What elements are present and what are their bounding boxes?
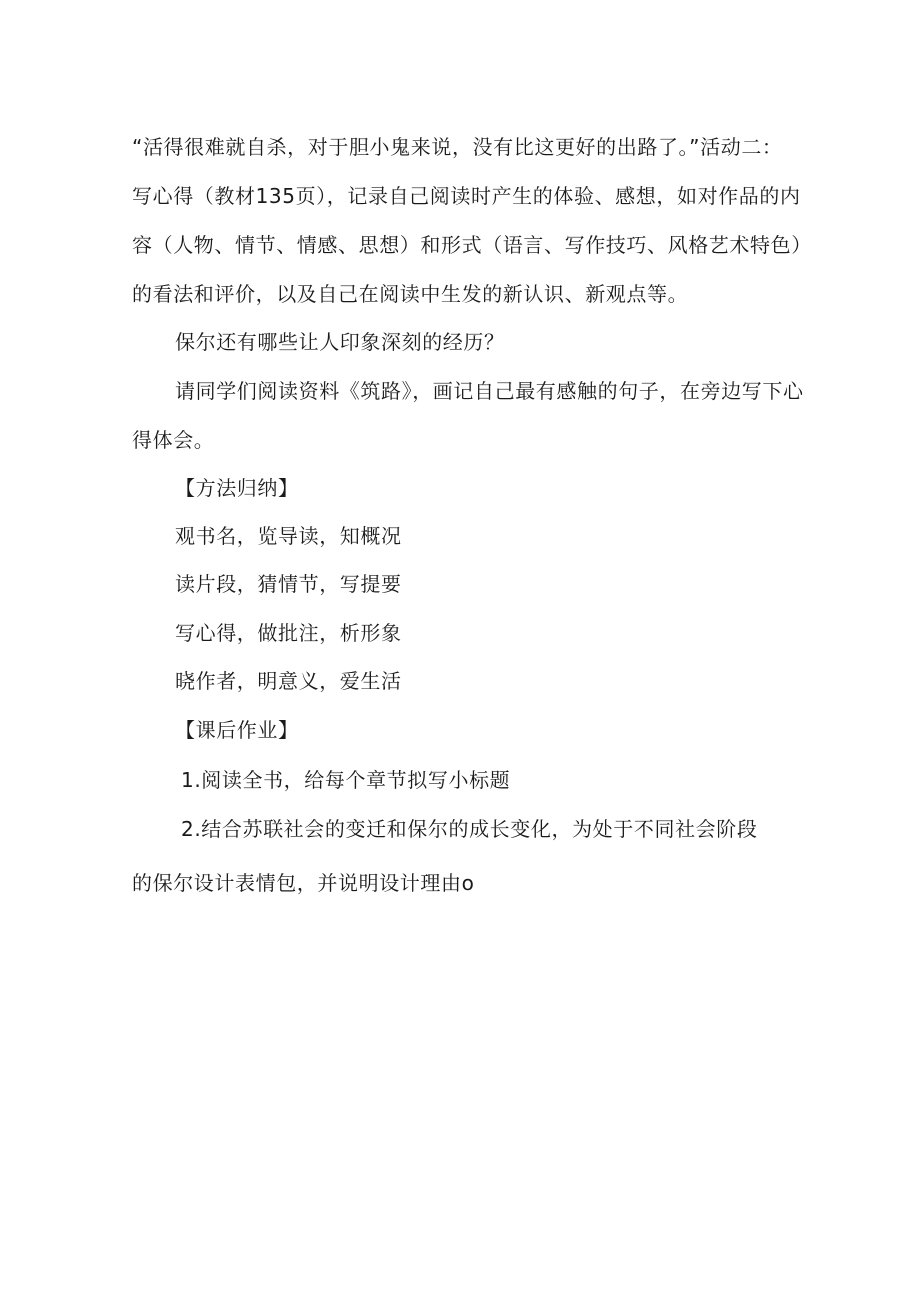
- paragraph-line: 容（人物、情节、情感、思想）和形式（语言、写作技巧、风格艺术特色）: [132, 233, 812, 257]
- homework-continuation: 的保尔设计表情包，并说明设计理由o: [132, 871, 475, 895]
- paragraph-line: 写心得（教材135页），记录自己阅读时产生的体验、感想，如对作品的内: [132, 184, 801, 208]
- homework-heading: 【课后作业】: [175, 718, 299, 742]
- method-item: 晓作者，明意义，爱生活: [175, 669, 402, 693]
- homework-item: 1.阅读全书，给每个章节拟写小标题: [181, 768, 511, 792]
- method-item: 观书名，览导读，知概况: [175, 524, 402, 548]
- method-item: 读片段，猜情节，写提要: [175, 572, 402, 596]
- method-item: 写心得，做批注，析形象: [175, 621, 402, 645]
- instruction-line: 请同学们阅读资料《筑路》，画记自己最有感触的句子，在旁边写下心: [175, 379, 804, 403]
- method-heading: 【方法归纳】: [175, 476, 299, 500]
- homework-item: 2.结合苏联社会的变迁和保尔的成长变化，为处于不同社会阶段: [181, 817, 758, 841]
- paragraph-line: 的看法和评价，以及自己在阅读中生发的新认识、新观点等。: [132, 282, 689, 306]
- paragraph-line: “活得很难就自杀，对于胆小鬼来说，没有比这更好的出路了。”活动二：: [132, 135, 783, 159]
- question-line: 保尔还有哪些让人印象深刻的经历？: [175, 330, 505, 354]
- instruction-line: 得体会。: [132, 428, 215, 452]
